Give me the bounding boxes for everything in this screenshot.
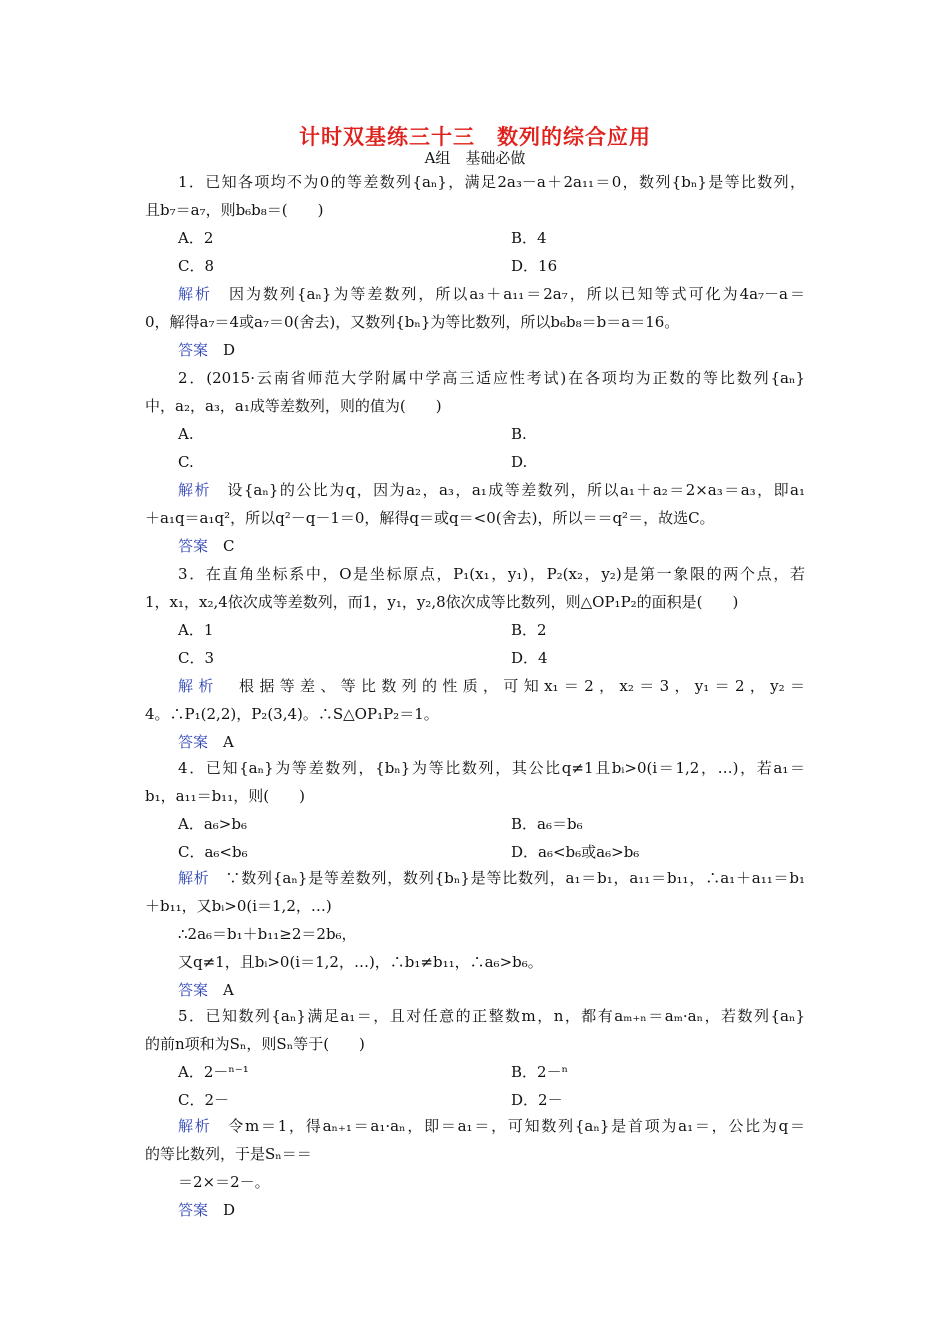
- q4-stem-line1: 4．已知{aₙ}为等差数列，{bₙ}为等比数列，其公比q≠1且bᵢ>0(i＝1,2，…)，若a₁＝: [178, 759, 805, 777]
- q1-solution-line1: 解析 因为数列{aₙ}为等差数列，所以a₃＋a₁₁＝2a₇，所以已知等式可化为4a₇－a＝: [178, 285, 805, 303]
- q5-option-a: A．2－ⁿ⁻¹: [178, 1063, 249, 1081]
- q2-option-b: B.: [511, 425, 527, 443]
- q2-option-c: C.: [178, 453, 194, 471]
- q4-solution-line3: ∴2a₆＝b₁＋b₁₁≥2＝2b₆，: [178, 925, 357, 943]
- q3-option-d: D．4: [511, 649, 548, 667]
- q3-stem-line1: 3．在直角坐标系中，O是坐标原点，P₁(x₁，y₁)，P₂(x₂，y₂)是第一象限的两个点，若: [178, 565, 805, 583]
- section-subtitle: A组 基础必做: [424, 149, 526, 167]
- q1-option-c: C．8: [178, 257, 215, 275]
- q5-stem-line1: 5．已知数列{aₙ}满足a₁＝，且对任意的正整数m，n，都有aₘ₊ₙ＝aₘ·aₙ，若数列{aₙ}: [178, 1007, 805, 1025]
- q2-stem-line1: 2．(2015·云南省师范大学附属中学高三适应性考试)在各项均为正数的等比数列{aₙ}: [178, 369, 805, 387]
- q3-option-c: C．3: [178, 649, 215, 667]
- analysis-label: 解析: [178, 1117, 212, 1135]
- q5-answer: 答案 D: [178, 1201, 236, 1219]
- q4-stem-line2: b₁，a₁₁＝b₁₁，则( ): [145, 787, 305, 805]
- q2-answer: 答案 C: [178, 537, 235, 555]
- q4-option-d: D．a₆<b₆或a₆>b₆: [511, 843, 640, 861]
- analysis-label: 解析: [178, 869, 210, 887]
- q4-solution-line2: ＋b₁₁，又bᵢ>0(i＝1,2，…): [145, 897, 332, 915]
- analysis-label: 解析: [178, 285, 212, 303]
- answer-label: 答案: [178, 981, 209, 999]
- q1-option-b: B．4: [511, 229, 547, 247]
- q4-option-a: A．a₆>b₆: [178, 815, 247, 833]
- answer-label: 答案: [178, 733, 209, 751]
- answer-label: 答案: [178, 1201, 209, 1219]
- q5-solution-line3: ＝2×＝2－。: [178, 1173, 270, 1191]
- q5-option-b: B．2－ⁿ: [511, 1063, 569, 1081]
- q2-solution-line1: 解析 设{aₙ}的公比为q，因为a₂，a₃，a₁成等差数列，所以a₁＋a₂＝2×a₃＝a₃，即a₁: [178, 481, 805, 499]
- q1-answer: 答案 D: [178, 341, 236, 359]
- q3-stem-line2: 1，x₁，x₂,4依次成等差数列，而1，y₁，y₂,8依次成等比数列，则△OP₁P₂的面积是( ): [145, 593, 739, 611]
- q1-stem-line1: 1．已知各项均不为0的等差数列{aₙ}，满足2a₃－a＋2a₁₁＝0，数列{bₙ}是等比数列，: [178, 173, 805, 191]
- answer-label: 答案: [178, 341, 209, 359]
- q3-solution-line1: 解析 根据等差、等比数列的性质，可知x₁＝2，x₂＝3，y₁＝2，y₂＝: [178, 677, 805, 695]
- q4-solution-line4: 又q≠1，且bᵢ>0(i＝1,2，…)，∴b₁≠b₁₁，∴a₆>b₆。: [178, 953, 543, 971]
- q5-option-c: C．2－: [178, 1091, 230, 1109]
- analysis-label: 解析: [178, 481, 211, 499]
- page-title: 计时双基练三十三 数列的综合应用: [299, 125, 651, 149]
- q1-option-d: D．16: [511, 257, 558, 275]
- q1-solution-line2: 0，解得a₇＝4或a₇＝0(舍去)，又数列{bₙ}为等比数列，所以b₆b₈＝b＝a＝16。: [145, 313, 680, 331]
- q3-solution-line2: 4。∴P₁(2,2)，P₂(3,4)。∴S△OP₁P₂＝1。: [145, 705, 439, 723]
- q3-option-a: A．1: [178, 621, 214, 639]
- q4-solution-line1: 解析 ∵数列{aₙ}是等差数列，数列{bₙ}是等比数列，a₁＝b₁，a₁₁＝b₁₁，∴a₁＋a₁₁＝b₁: [178, 869, 805, 887]
- q5-solution-line1: 解析 令m＝1，得aₙ₊₁＝a₁·aₙ，即＝a₁＝，可知数列{aₙ}是首项为a₁＝，公比为q＝: [178, 1117, 805, 1135]
- q4-option-b: B．a₆＝b₆: [511, 815, 583, 833]
- q5-stem-line2: 的前n项和为Sₙ，则Sₙ等于( ): [145, 1035, 365, 1053]
- q2-solution-line2: ＋a₁q＝a₁q²，所以q²－q－1＝0，解得q＝或q＝<0(舍去)，所以＝＝q²＝，故选C。: [145, 509, 715, 527]
- q5-solution-line2: 的等比数列，于是Sₙ＝＝: [145, 1145, 312, 1163]
- q4-option-c: C．a₆<b₆: [178, 843, 248, 861]
- q3-answer: 答案 A: [178, 733, 234, 751]
- q1-stem-line2: 且b₇＝a₇，则b₆b₈＝( ): [145, 201, 324, 219]
- q5-option-d: D．2－: [511, 1091, 563, 1109]
- q2-stem-line2: 中，a₂，a₃，a₁成等差数列，则的值为( ): [145, 397, 442, 415]
- q2-option-d: D.: [511, 453, 528, 471]
- q3-option-b: B．2: [511, 621, 547, 639]
- q1-option-a: A．2: [178, 229, 214, 247]
- q4-answer: 答案 A: [178, 981, 234, 999]
- answer-label: 答案: [178, 537, 209, 555]
- analysis-label: 解析: [178, 677, 219, 695]
- q2-option-a: A.: [178, 425, 194, 443]
